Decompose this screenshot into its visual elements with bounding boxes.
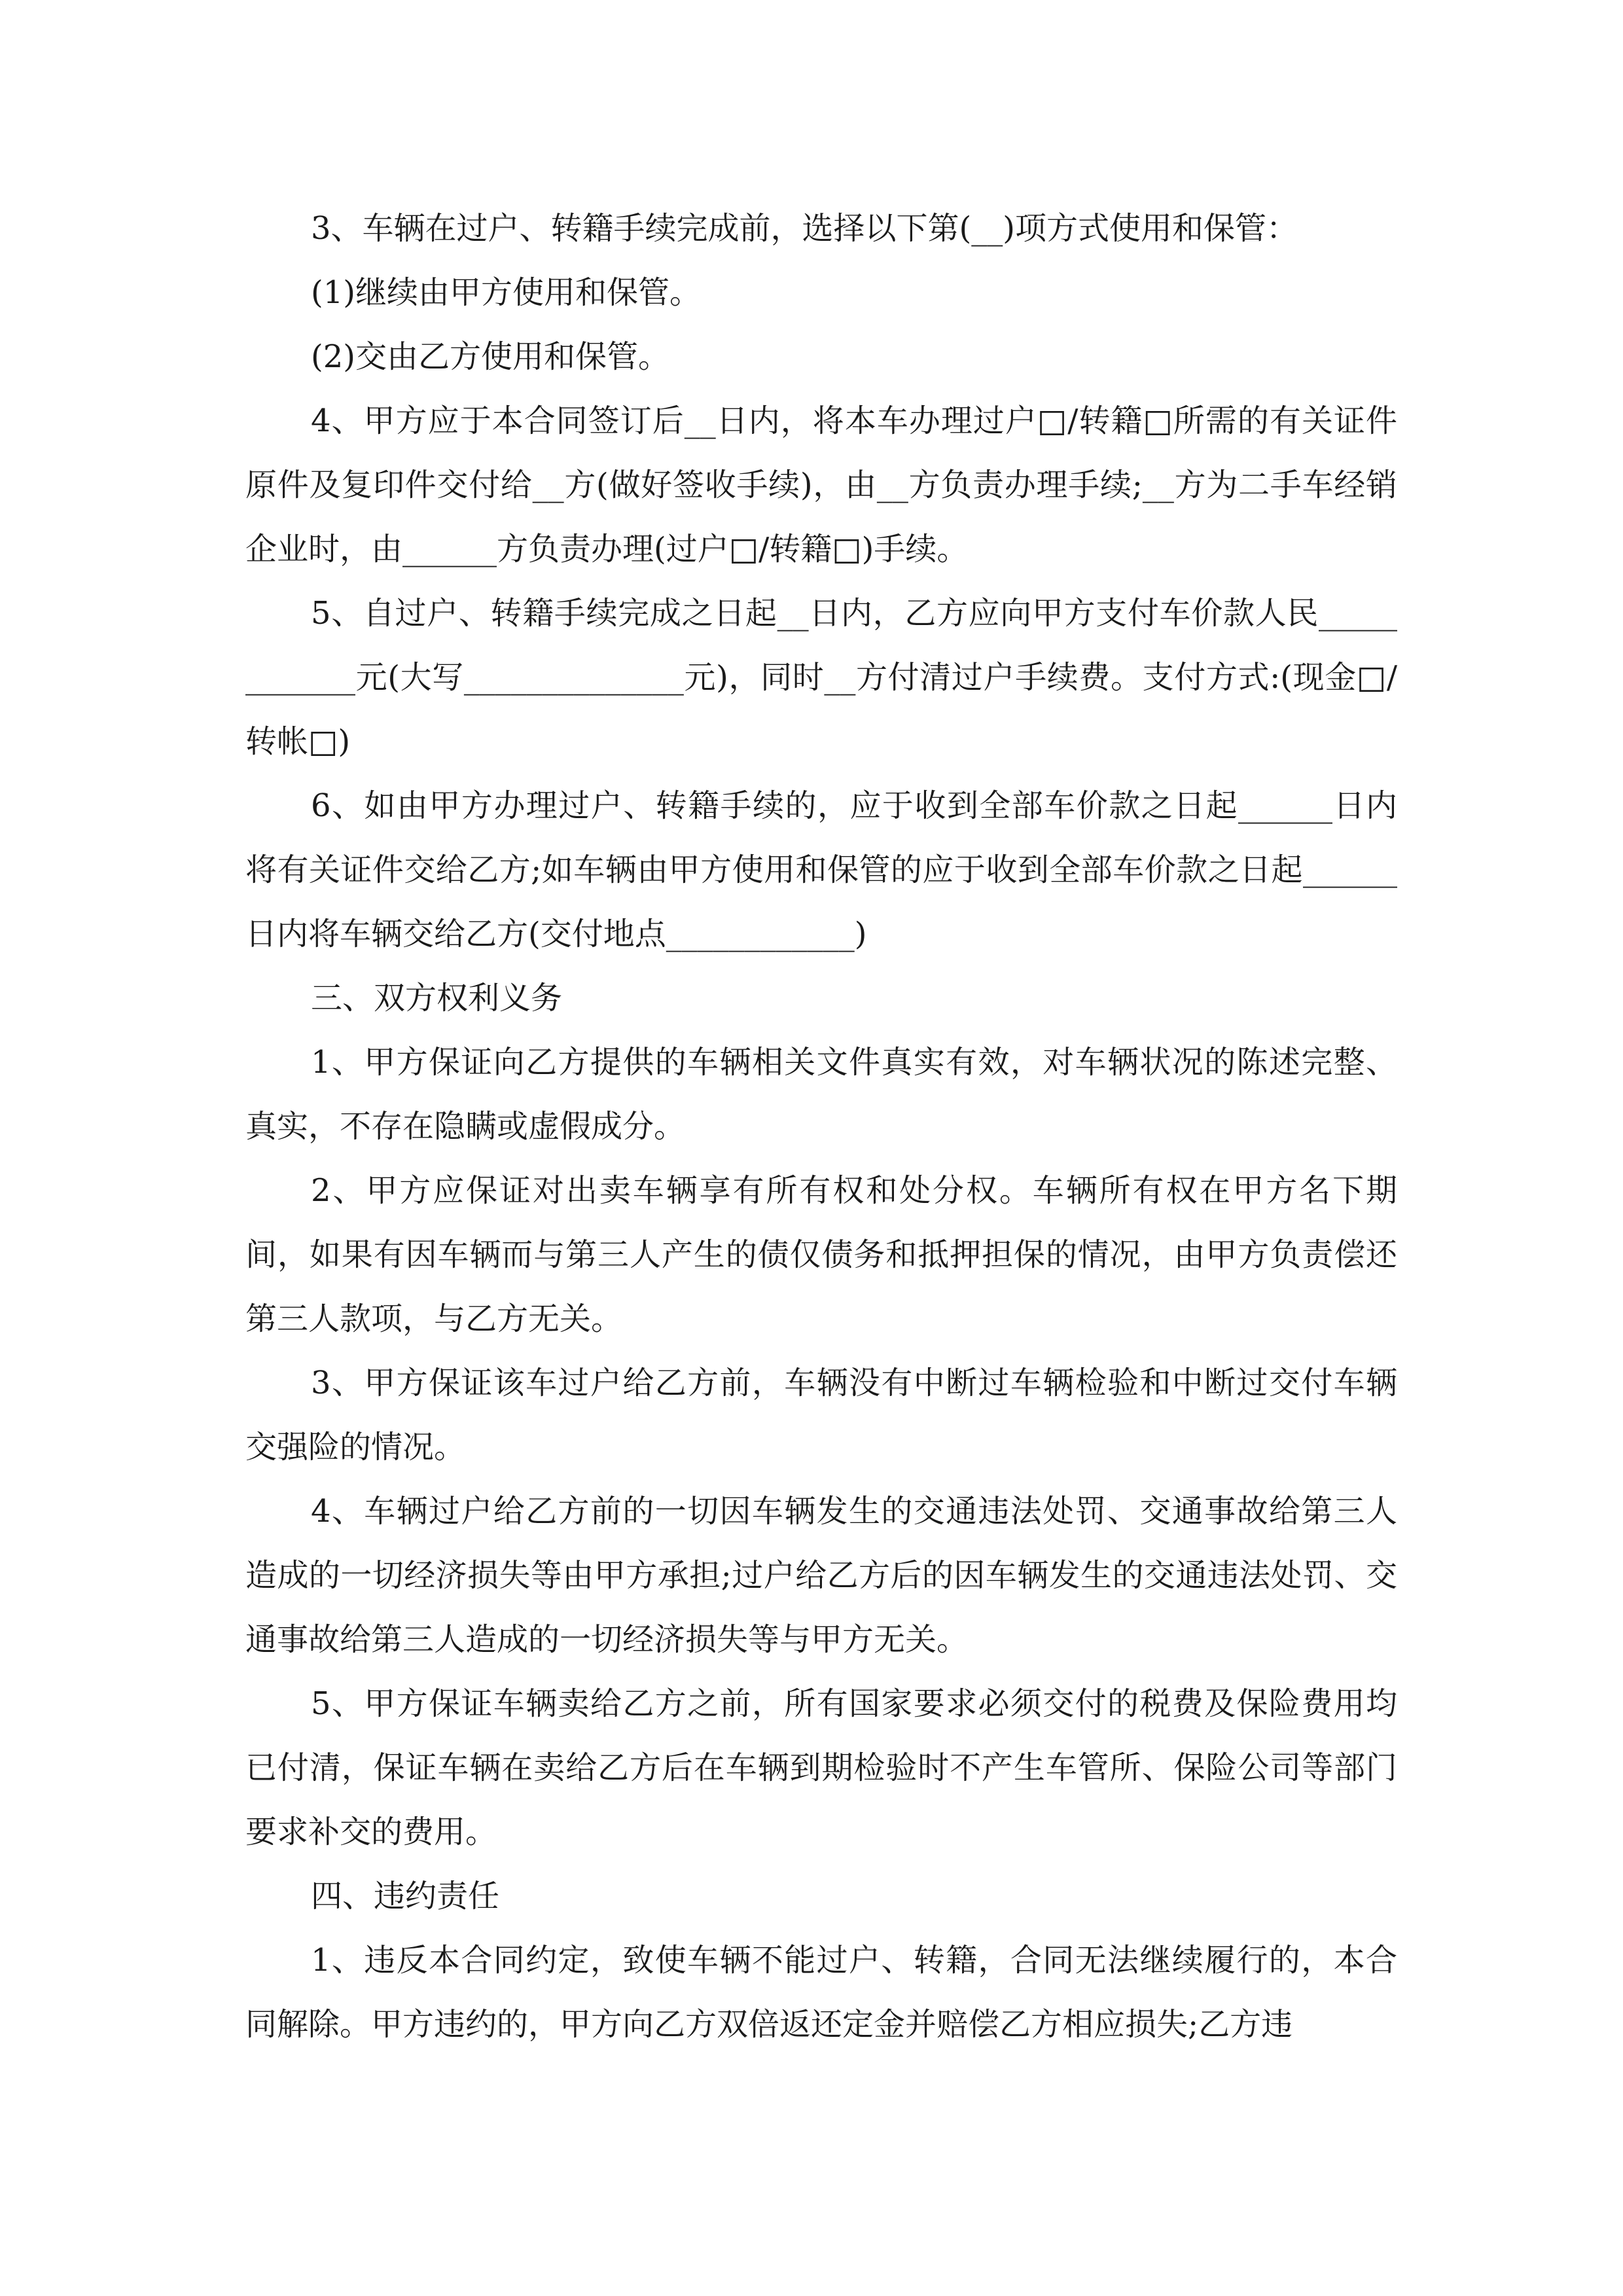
- paragraph-breach-1: 1、违反本合同约定，致使车辆不能过户、转籍，合同无法继续履行的，本合同解除。甲方违约的，甲方向乙方双倍返还定金并赔偿乙方相应损失;乙方违: [245, 1942, 1397, 2043]
- paragraph-option-2: (2)交由乙方使用和保管。: [311, 338, 669, 375]
- paragraph-clause-6-delivery: 6、如由甲方办理过户、转籍手续的，应于收到全部车价款之日起______日内将有关证件交给乙方;如车辆由甲方使用和保管的应于收到全部车价款之日起______日内将车辆交给乙方(交付地点____________): [245, 787, 1397, 952]
- paragraph-rights-1: 1、甲方保证向乙方提供的车辆相关文件真实有效，对车辆状况的陈述完整、真实，不存在隐瞒或虚假成分。: [245, 1044, 1397, 1145]
- paragraph-rights-5: 5、甲方保证车辆卖给乙方之前，所有国家要求必须交付的税费及保险费用均已付清，保证车辆在卖给乙方后在车辆到期检验时不产生车管所、保险公司等部门要求补交的费用。: [245, 1685, 1397, 1850]
- paragraph-rights-2: 2、甲方应保证对出卖车辆享有所有权和处分权。车辆所有权在甲方名下期间，如果有因车辆而与第三人产生的债仅债务和抵押担保的情况，由甲方负责偿还第三人款项，与乙方无关。: [245, 1172, 1397, 1337]
- paragraph-rights-4: 4、车辆过户给乙方前的一切因车辆发生的交通违法处罚、交通事故给第三人造成的一切经济损失等由甲方承担;过户给乙方后的因车辆发生的交通违法处罚、交通事故给第三人造成的一切经济损失等与甲方无关。: [245, 1493, 1397, 1658]
- paragraph-clause-3-usage: 3、车辆在过户、转籍手续完成前，选择以下第(__)项方式使用和保管：: [311, 210, 1298, 247]
- contract-body: [245, 196, 1397, 2056]
- paragraph-clause-4-documents: 4、甲方应于本合同签订后__日内，将本车办理过户□/转籍□所需的有关证件原件及复印件交付给__方(做好签收手续)，由__方负责办理手续;__方为二手车经销企业时，由______方负责办理(过户□/转籍□)手续。: [245, 403, 1397, 567]
- section-heading-rights-obligations: 三、双方权利义务: [311, 980, 563, 1016]
- paragraph-option-1: (1)继续由甲方使用和保管。: [311, 274, 701, 311]
- paragraph-rights-3: 3、甲方保证该车过户给乙方前，车辆没有中断过车辆检验和中断过交付车辆交强险的情况。: [245, 1365, 1397, 1465]
- paragraph-clause-5-payment: 5、自过户、转籍手续完成之日起__日内，乙方应向甲方支付车价款人民____________元(大写______________元)，同时__方付清过户手续费。支付方式:(现金□/转帐□): [245, 595, 1397, 760]
- section-heading-breach-liability: 四、违约责任: [311, 1878, 500, 1914]
